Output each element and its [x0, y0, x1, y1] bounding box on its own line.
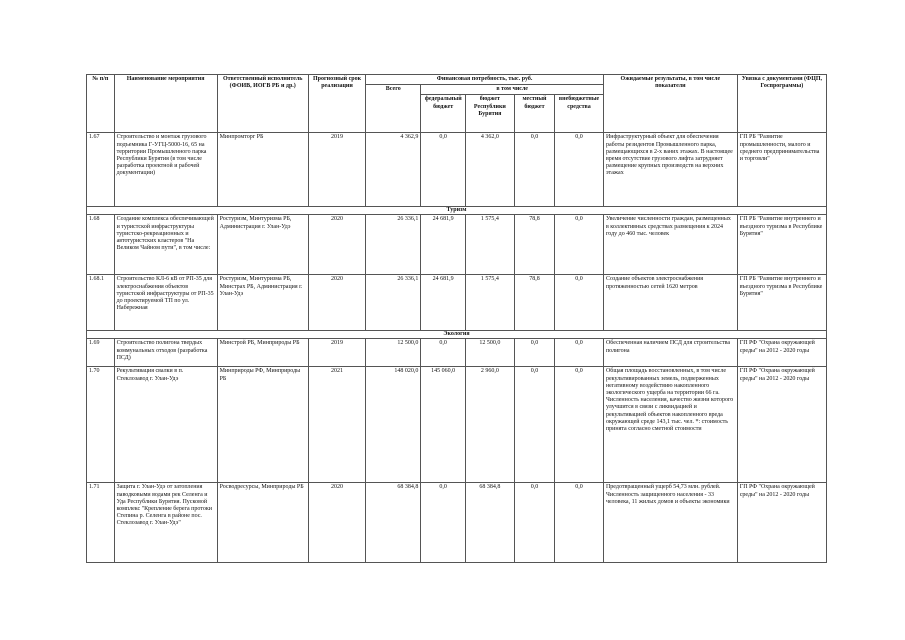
- cell-term: 2021: [308, 367, 365, 483]
- cell-responsible: Минстрой РБ, Минприроды РБ: [217, 339, 308, 367]
- cell-federal: 145 060,0: [421, 367, 466, 483]
- table-row: [87, 275, 827, 331]
- cell-local: 78,8: [514, 215, 554, 275]
- cell-responsible: Минприроды РФ, Минприроды РБ: [217, 367, 308, 483]
- cell-responsible: Минпромторг РБ: [217, 133, 308, 207]
- cell-total: 26 336,1: [366, 275, 421, 331]
- section-row-ecology: [87, 331, 827, 339]
- cell-term: 2019: [308, 133, 365, 207]
- cell-republic: 1 575,4: [465, 215, 514, 275]
- table-row: [87, 483, 827, 563]
- cell-republic: 68 384,8: [465, 483, 514, 563]
- header-local: местный бюджет: [514, 95, 554, 133]
- header-result: Ожидаемые результаты, в том числе показатели: [603, 75, 737, 133]
- cell-responsible: Ростуризм, Минтуризма РБ, Минстрах РБ, Администрация г. Улан-Удэ: [217, 275, 308, 331]
- header-num: № п/п: [87, 75, 115, 133]
- cell-extrabudget: 0,0: [555, 215, 604, 275]
- cell-local: 78,8: [514, 275, 554, 331]
- table-row: [87, 215, 827, 275]
- cell-result: Инфраструктурный объект для обеспечения работы резидентов Промышленного парка, размещающихся в 2-х ваних этажах. В настоящее время отсутствие грузового лифта затрудняет размещение крупных производств на верхних этажах: [603, 133, 737, 207]
- cell-local: 0,0: [514, 483, 554, 563]
- table-row: [87, 339, 827, 367]
- cell-link: ГП РФ "Охрана окружающей среды" на 2012 - 2020 годы: [737, 339, 826, 367]
- header-federal: федеральный бюджет: [421, 95, 466, 133]
- cell-republic: 4 362,0: [465, 133, 514, 207]
- cell-name: Строительство КЛ-6 кВ от РП-35 для электроснабжения объектов туристской инфраструктуры от РП-35 до проектируемой ТП по ул. Набережная: [114, 275, 217, 331]
- cell-extrabudget: 0,0: [555, 275, 604, 331]
- cell-total: 68 384,8: [366, 483, 421, 563]
- cell-federal: 0,0: [421, 483, 466, 563]
- cell-republic: 12 500,0: [465, 339, 514, 367]
- cell-term: 2020: [308, 275, 365, 331]
- cell-result: Создание объектов электроснабжения протяженностью сетей 1620 метров: [603, 275, 737, 331]
- cell-term: 2020: [308, 483, 365, 563]
- cell-name: Строительство и монтаж грузового подъемника Г-УГЦ-5000-16, 65 на территории Промышленного парка Республики Бурятия (в том числе разработка проектной и рабочей документации): [114, 133, 217, 207]
- cell-result: Общая площадь восстановленных, в том числе рекультивированных земель, подверженных негативному воздействию накопленного экологического ущерба на территории 66 га. Численность населения, качество жизни которого улучшится в связи с ликвидацией и рекультивацией объектов накопленного вреда окружающей среде 143,1 тыс. чел. *: стоимость принята согласно сметной стоимости: [603, 367, 737, 483]
- cell-num: 1.68: [87, 215, 115, 275]
- cell-num: 1.69: [87, 339, 115, 367]
- cell-link: ГП РБ "Развитие промышленности, малого и среднего предпринимательства и торговли": [737, 133, 826, 207]
- header-total: Всего: [366, 85, 421, 133]
- cell-total: 12 500,0: [366, 339, 421, 367]
- cell-link: ГП РФ "Охрана окружающей среды" на 2012 - 2020 годы: [737, 367, 826, 483]
- header-finance: Финансовая потребность, тыс. руб.: [366, 75, 604, 85]
- cell-name: Защита г. Улан-Удэ от затопления паводковыми водами рек Селенга и Уда Республики Бурятия. Пусковой комплекс "Крепление берега протоки Степина р. Селенга в районе пос. Стеклозавод г. Улан-Удэ": [114, 483, 217, 563]
- table-row: [87, 133, 827, 207]
- section-title-tourism: Туризм: [87, 207, 827, 215]
- cell-total: 4 362,9: [366, 133, 421, 207]
- cell-federal: 24 681,9: [421, 275, 466, 331]
- cell-total: 148 020,0: [366, 367, 421, 483]
- cell-result: Увеличение численности граждан, размещенных в коллективных средствах размещения к 2024 году до 460 тыс. человек: [603, 215, 737, 275]
- cell-local: 0,0: [514, 367, 554, 483]
- cell-name: Строительство полигона твердых коммунальных отходов (разработка ПСД): [114, 339, 217, 367]
- cell-link: ГП РБ "Развитие внутреннего и въездного туризма в Республике Бурятия": [737, 275, 826, 331]
- cell-result: Предотвращенный ущерб 54,73 млн. рублей. Численность защищенного населения - 33 человека, 11 жилых домов и объекты экономики: [603, 483, 737, 563]
- header-link: Увязка с документами (ФЦП, Госпрограммы): [737, 75, 826, 133]
- cell-name: Рекультивация свалки в п. Стеклозавод г. Улан-Удэ: [114, 367, 217, 483]
- cell-num: 1.67: [87, 133, 115, 207]
- section-title-ecology: Экология: [87, 331, 827, 339]
- cell-term: 2020: [308, 215, 365, 275]
- cell-name: Создание комплекса обеспечивающей и туристской инфраструктуры туристско-рекреационных и автотуристских кластеров "На Великом Чайном пути", в том числе:: [114, 215, 217, 275]
- cell-responsible: Ростуризм, Минтуризма РБ, Администрация г. Улан-Удэ: [217, 215, 308, 275]
- cell-link: ГП РБ "Развитие внутреннего и въездного туризма в Республике Бурятия": [737, 215, 826, 275]
- table-row: [87, 367, 827, 483]
- cell-result: Обеспеченная наличием ПСД для строительства полигона: [603, 339, 737, 367]
- cell-local: 0,0: [514, 339, 554, 367]
- header-republic: бюджет Республики Бурятия: [465, 95, 514, 133]
- cell-republic: 2 960,0: [465, 367, 514, 483]
- cell-local: 0,0: [514, 133, 554, 207]
- cell-extrabudget: 0,0: [555, 133, 604, 207]
- cell-num: 1.71: [87, 483, 115, 563]
- section-row-tourism: [87, 207, 827, 215]
- header-term: Прогнозный срок реализации: [308, 75, 365, 133]
- cell-extrabudget: 0,0: [555, 367, 604, 483]
- cell-responsible: Росводресурсы, Минприроды РБ: [217, 483, 308, 563]
- cell-num: 1.70: [87, 367, 115, 483]
- cell-federal: 0,0: [421, 339, 466, 367]
- header-responsible: Ответственный исполнитель (ФОИВ, ИОГВ РБ и др.): [217, 75, 308, 133]
- cell-federal: 24 681,9: [421, 215, 466, 275]
- cell-republic: 1 575,4: [465, 275, 514, 331]
- cell-num: 1.68.1: [87, 275, 115, 331]
- header-extrabudget: внебюджетные средства: [555, 95, 604, 133]
- measures-table: [86, 74, 827, 563]
- header-incl: в том числе: [421, 85, 604, 95]
- cell-extrabudget: 0,0: [555, 483, 604, 563]
- cell-extrabudget: 0,0: [555, 339, 604, 367]
- cell-total: 26 336,1: [366, 215, 421, 275]
- header-name: Наименование мероприятия: [114, 75, 217, 133]
- cell-link: ГП РФ "Охрана окружающей среды" на 2012 - 2020 годы: [737, 483, 826, 563]
- cell-federal: 0,0: [421, 133, 466, 207]
- cell-term: 2019: [308, 339, 365, 367]
